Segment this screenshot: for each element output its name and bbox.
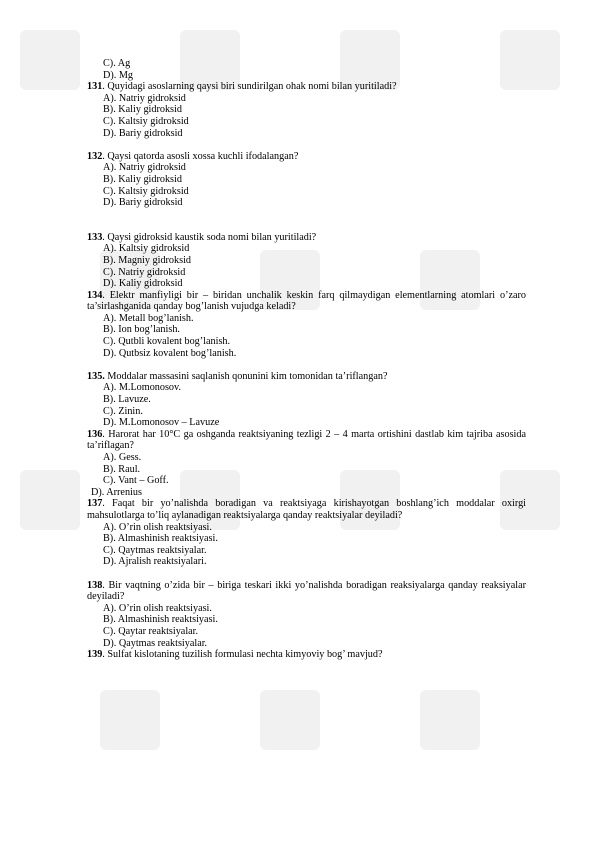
answer-option: A). Metall bog’lanish. — [103, 312, 194, 324]
question-text — [87, 371, 526, 383]
answer-option: D). Qutbsiz kovalent bog’lanish. — [103, 347, 237, 359]
question-stem: . Bir vaqtning o’zida bir – biriga teskari ikki yo’nalishda boradigan reaksiyalarga qanday reaksiyalar deyiladi? — [87, 579, 526, 603]
answer-option: A). Natriy gidroksid — [103, 162, 186, 174]
question-number: 137 — [87, 498, 103, 510]
question-number: 139 — [87, 649, 103, 661]
answer-option: B). Magniy gidroksid — [103, 254, 192, 266]
answer-option: C). Ag — [103, 58, 131, 69]
question-number: 133 — [87, 231, 103, 243]
question-number: 134 — [87, 289, 103, 301]
answer-option: C). Kaltsiy gidroksid — [103, 115, 189, 127]
question-text — [87, 498, 526, 521]
question-stem: . Elektr manfiyligi bir – biridan unchalik keskin farq qilmaydigan elementlarning atomlari o’zaro ta’sirlashganida qanday bog’lanish vujudga keladi? — [87, 289, 526, 313]
answer-option: D). M.Lomonosov – Lavuze — [103, 417, 220, 429]
answer-option: A). O’rin olish reaktsiyasi. — [103, 602, 212, 614]
spacer — [87, 139, 526, 151]
answer-option: C). Qutbli kovalent bog’lanish. — [103, 336, 231, 348]
question-text — [87, 151, 526, 163]
question-number: 132 — [87, 150, 103, 162]
question-stem: . Faqat bir yo’nalishda boradigan va reaktsiyaga kirishayotgan boshlang’ich moddalar oxirgi mahsulotlarga to’liq aylanadigan reaktsiyalarga qanday reaktsiyalar deyiladi? — [87, 498, 526, 521]
question-block — [87, 498, 526, 568]
answer-option: C). Natriy gidroksid — [103, 266, 186, 278]
answer-option: D). Qaytmas reaktsiyalar. — [103, 637, 208, 649]
question-number: 131 — [87, 81, 103, 93]
question-stem: Moddalar massasini saqlanish qonunini kim tomonidan ta’riflangan? — [104, 370, 388, 382]
answer-option: B). Raul. — [103, 463, 141, 475]
answer-option: B). Almashinish reaktsiyasi. — [103, 614, 218, 626]
answer-option: B). Lavuze. — [103, 394, 151, 406]
answer-option: B). Kaliy gidroksid — [103, 104, 182, 116]
question-text — [87, 290, 526, 313]
question-number: 136 — [87, 428, 103, 440]
question-block — [87, 151, 526, 209]
question-block — [87, 232, 526, 290]
answer-option: D). Bariy gidroksid — [103, 127, 183, 139]
answer-option: D). Kaliy gidroksid — [103, 278, 183, 290]
question-stem: . Harorat har 10°C ga oshganda reaktsiyaning tezligi 2 – 4 marta ortishini dastlab kim tajriba asosida ta’riflagan? — [87, 428, 526, 452]
question-text — [87, 81, 526, 93]
question-block — [87, 81, 526, 139]
question-text — [87, 429, 526, 452]
spacer — [87, 568, 526, 580]
options-block — [87, 58, 526, 81]
answer-option: A). Kaltsiy gidroksid — [103, 243, 190, 255]
answer-option: D). Mg — [103, 69, 133, 81]
answer-option: C). Qaytmas reaktsiyalar. — [103, 544, 207, 556]
answer-option: A). M.Lomonosov. — [103, 382, 182, 394]
answer-option: C). Kaltsiy gidroksid — [103, 185, 189, 197]
question-stem: . Qaysi gidroksid kaustik soda nomi bilan yuritiladi? — [102, 231, 317, 243]
answer-option: B). Almashinish reaktsiyasi. — [103, 533, 218, 545]
answer-option: B). Ion bog’lanish. — [103, 324, 180, 336]
answer-option: C). Qaytar reaktsiyalar. — [103, 625, 199, 637]
question-number: 135. — [87, 370, 105, 382]
question-stem: . Sulfat kislotaning tuzilish formulasi nechta kimyoviy bog’ mavjud? — [102, 649, 383, 661]
question-block — [87, 290, 526, 360]
question-block — [87, 371, 526, 429]
question-text — [87, 580, 526, 603]
question-stem: . Qaysi qatorda asosli xossa kuchli ifodalangan? — [102, 150, 299, 162]
question-text — [87, 649, 526, 661]
question-number: 138 — [87, 579, 103, 591]
question-block — [87, 429, 526, 499]
answer-option: D). Ajralish reaktsiyalari. — [103, 556, 207, 568]
spacer — [87, 209, 526, 232]
question-text — [87, 232, 526, 244]
question-stem: . Quyidagi asoslarning qaysi biri sundirilgan ohak nomi bilan yuritiladi? — [102, 81, 397, 93]
answer-option: A). Gess. — [103, 452, 142, 463]
document-page — [87, 58, 526, 661]
answer-option: B). Kaliy gidroksid — [103, 173, 182, 185]
question-block — [87, 649, 526, 661]
answer-option: D). Arrenius — [91, 486, 142, 498]
spacer — [87, 359, 526, 371]
answer-option: A). Natriy gidroksid — [103, 92, 186, 104]
question-block — [87, 580, 526, 650]
answer-option: A). O’rin olish reaktsiyasi. — [103, 521, 212, 533]
answer-option: C). Vant – Goff. — [103, 475, 169, 487]
answer-option: D). Bariy gidroksid — [103, 197, 183, 209]
answer-option: C). Zinin. — [103, 405, 143, 417]
